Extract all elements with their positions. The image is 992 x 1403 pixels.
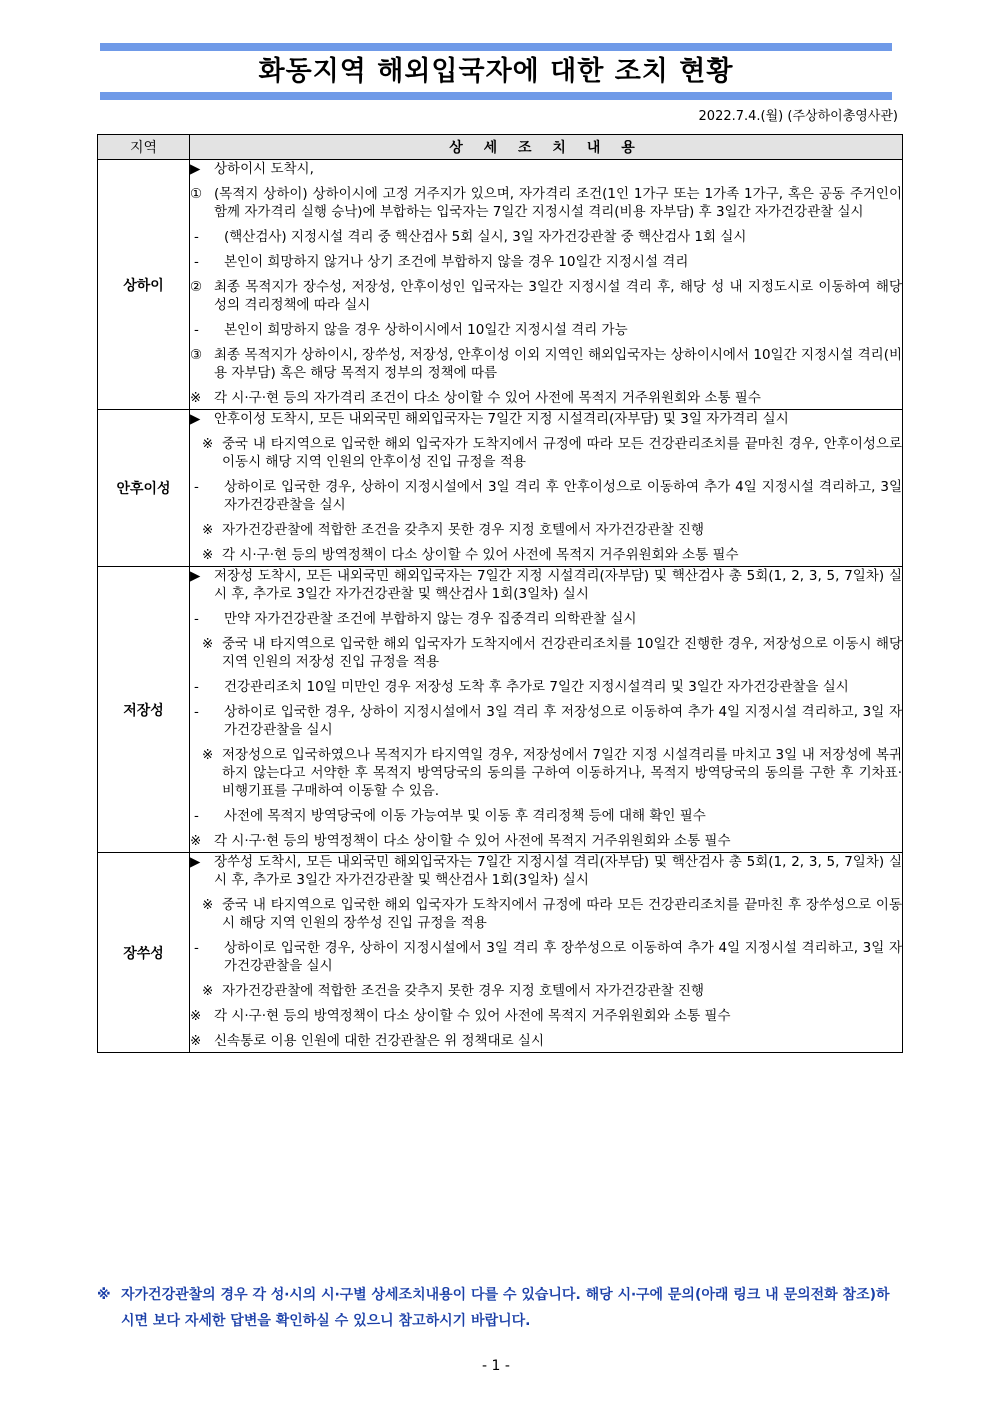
item-marker: ③	[190, 347, 203, 363]
item-marker: ▶	[190, 854, 201, 870]
list-item	[190, 185, 902, 221]
item-marker: ▶	[190, 568, 201, 584]
list-item	[190, 896, 902, 932]
item-text: 저장성 도착시, 모든 내외국민 해외입국자는 7일간 지정 시설격리(자부담) 및 핵산검사 총 5회(1, 2, 3, 5, 7일차) 실시 후, 추가로 3일간 자가건강관찰 및 핵산검사 1회(3일차) 실시	[214, 568, 902, 602]
item-text: 만약 자가건강관찰 조건에 부합하지 않는 경우 집중격리 의학관찰 실시	[224, 611, 637, 627]
item-text: 상하이로 입국한 경우, 상하이 지정시설에서 3일 격리 후 저장성으로 이동하여 추가 4일 지정시설 격리하고, 3일 자가건강관찰을 실시	[224, 704, 902, 738]
item-text: 상하이시 도착시,	[214, 161, 314, 177]
list-item	[190, 253, 902, 271]
item-text: 각 시‧구‧현 등의 방역정책이 다소 상이할 수 있어 사전에 목적지 거주위원회와 소통 필수	[214, 1008, 731, 1024]
item-text: 최종 목적지가 장수성, 저장성, 안후이성인 입국자는 3일간 지정시설 격리 후, 해당 성 내 지정도시로 이동하여 해당 성의 격리정책에 따라 실시	[214, 279, 902, 313]
item-marker: ※	[202, 983, 214, 999]
item-marker: ②	[190, 279, 203, 295]
date-line: 2022.7.4.(월) (주상하이총영사관)	[698, 109, 898, 124]
item-marker: ▶	[190, 411, 201, 427]
header-detail: 상 세 조 치 내 용	[190, 135, 903, 160]
list-item	[190, 678, 902, 696]
item-text: 중국 내 타지역으로 입국한 해외 입국자가 도착지에서 규정에 따라 모든 건강관리조치를 끝마친 후 장쑤성으로 이동시 해당 지역 인원의 장쑤성 진입 규정을 적용	[222, 897, 902, 931]
item-text: 저장성으로 입국하였으나 목적지가 타지역일 경우, 저장성에서 7일간 지정 시설격리를 마치고 3일 내 저장성에 복귀하지 않는다고 서약한 후 목적지 방역당국의 동의를 구하여 이동하거나, 목적지 방역당국의 동의를 구한 후 기차표‧비행기표를 구매하여 이동할 수 있음.	[222, 747, 902, 799]
list-item	[190, 278, 902, 314]
item-marker: -	[194, 704, 199, 720]
list-item	[190, 160, 902, 178]
detail-cell	[190, 853, 903, 1053]
item-text: 상하이로 입국한 경우, 상하이 지정시설에서 3일 격리 후 장쑤성으로 이동하여 추가 4일 지정시설 격리하고, 3일 자가건강관찰을 실시	[224, 940, 902, 974]
list-item	[190, 807, 902, 825]
item-text: 본인이 희망하지 않을 경우 상하이시에서 10일간 지정시설 격리 가능	[224, 322, 628, 338]
item-marker: ※	[202, 436, 214, 452]
item-marker: ※	[190, 1033, 202, 1049]
item-text: 신속통로 이용 인원에 대한 건강관찰은 위 정책대로 실시	[214, 1033, 544, 1049]
item-marker: -	[194, 254, 199, 270]
item-marker: ▶	[190, 161, 201, 177]
detail-cell	[190, 160, 903, 410]
item-marker: ※	[202, 547, 214, 563]
item-marker: -	[194, 940, 199, 956]
table-header-row	[98, 135, 903, 160]
item-marker: -	[194, 322, 199, 338]
item-text: (목적지 상하이) 상하이시에 고정 거주지가 있으며, 자가격리 조건(1인 1가구 또는 1가족 1가구, 혹은 공동 주거인이 함께 자가격리 실행 승낙)에 부합하는 입국자는 7일간 지정시설 격리(비용 자부담) 후 3일간 자가건강관찰 실시	[214, 186, 902, 220]
list-item	[190, 478, 902, 514]
item-text: 최종 목적지가 상하이시, 장쑤성, 저장성, 안후이성 이외 지역인 해외입국자는 상하이시에서 10일간 지정시설 격리(비용 자부담) 혹은 해당 목적지 정부의 정책에 따름	[214, 347, 902, 381]
list-item	[190, 635, 902, 671]
list-item	[190, 703, 902, 739]
top-rule	[100, 43, 892, 51]
footnote-marker: ※	[97, 1287, 111, 1303]
footnote-text: 자가건강관찰의 경우 각 성‧시의 시‧구별 상세조치내용이 다를 수 있습니다. 해당 시‧구에 문의(아래 링크 내 문의전화 참조)하시면 보다 자세한 답변을 확인하실 수 있으니 참고하시기 바랍니다.	[121, 1287, 890, 1329]
table-row	[98, 567, 903, 853]
item-marker: -	[194, 611, 199, 627]
table-row	[98, 853, 903, 1053]
list-item	[190, 435, 902, 471]
list-item	[190, 389, 902, 407]
list-item	[190, 1032, 902, 1050]
item-marker: ※	[190, 390, 202, 406]
list-item	[190, 321, 902, 339]
item-text: 사전에 목적지 방역당국에 이동 가능여부 및 이동 후 격리정책 등에 대해 확인 필수	[224, 808, 706, 824]
item-marker: -	[194, 679, 199, 695]
item-text: 안후이성 도착시, 모든 내외국민 해외입국자는 7일간 지정 시설격리(자부담) 및 3일 자가격리 실시	[214, 411, 789, 427]
item-marker: ①	[190, 186, 203, 202]
item-marker: ※	[190, 833, 202, 849]
item-text: 자가건강관찰에 적합한 조건을 갖추지 못한 경우 지정 호텔에서 자가건강관찰 진행	[222, 983, 705, 999]
list-item	[190, 346, 902, 382]
item-text: 상하이로 입국한 경우, 상하이 지정시설에서 3일 격리 후 안후이성으로 이동하여 추가 4일 지정시설 격리하고, 3일 자가건강관찰을 실시	[224, 479, 902, 513]
list-item	[190, 832, 902, 850]
list-item	[190, 982, 902, 1000]
item-marker: ※	[202, 636, 214, 652]
item-marker: -	[194, 808, 199, 824]
bottom-rule	[100, 92, 892, 100]
region-cell: 장쑤성	[98, 853, 190, 1053]
list-item	[190, 746, 902, 800]
item-text: 장쑤성 도착시, 모든 내외국민 해외입국자는 7일간 지정시설 격리(자부담) 및 핵산검사 총 5회(1, 2, 3, 5, 7일차) 실시 후, 추가로 3일간 자가건강관찰 및 핵산검사 1회(3일차) 실시	[214, 854, 902, 888]
item-text: 중국 내 타지역으로 입국한 해외 입국자가 도착지에서 규정에 따라 모든 건강관리조치를 끝마친 경우, 안후이성으로 이동시 해당 지역 인원의 안후이성 진입 규정을 적용	[222, 436, 902, 470]
table-row	[98, 160, 903, 410]
item-text: 각 시‧구‧현 등의 자가격리 조건이 다소 상이할 수 있어 사전에 목적지 거주위원회와 소통 필수	[214, 390, 761, 406]
item-text: 본인이 희망하지 않거나 상기 조건에 부합하지 않을 경우 10일간 지정시설 격리	[224, 254, 689, 270]
item-text: 각 시‧구‧현 등의 방역정책이 다소 상이할 수 있어 사전에 목적지 거주위원회와 소통 필수	[222, 547, 739, 563]
region-cell: 안후이성	[98, 410, 190, 567]
header-region: 지역	[98, 135, 190, 160]
list-item	[190, 546, 902, 564]
item-marker: ※	[202, 897, 214, 913]
item-text: 건강관리조치 10일 미만인 경우 저장성 도착 후 추가로 7일간 지정시설격리 및 3일간 자가건강관찰을 실시	[224, 679, 849, 695]
list-item	[190, 521, 902, 539]
page-number: - 1 -	[482, 1358, 510, 1374]
region-cell: 상하이	[98, 160, 190, 410]
list-item	[190, 228, 902, 246]
detail-cell	[190, 410, 903, 567]
item-marker: -	[194, 229, 199, 245]
item-marker: ※	[190, 1008, 202, 1024]
list-item	[190, 410, 902, 428]
detail-cell	[190, 567, 903, 853]
measures-table	[97, 134, 903, 1053]
region-cell: 저장성	[98, 567, 190, 853]
list-item	[190, 939, 902, 975]
item-marker: ※	[202, 522, 214, 538]
item-text: 각 시‧구‧현 등의 방역정책이 다소 상이할 수 있어 사전에 목적지 거주위원회와 소통 필수	[214, 833, 731, 849]
item-text: (핵산검사) 지정시설 격리 중 핵산검사 5회 실시, 3일 자가건강관찰 중 핵산검사 1회 실시	[224, 229, 747, 245]
list-item	[190, 853, 902, 889]
page-title: 화동지역 해외입국자에 대한 조치 현황	[258, 56, 734, 87]
footnote	[97, 1282, 903, 1334]
item-text: 자가건강관찰에 적합한 조건을 갖추지 못한 경우 지정 호텔에서 자가건강관찰 진행	[222, 522, 705, 538]
item-text: 중국 내 타지역으로 입국한 해외 입국자가 도착지에서 건강관리조치를 10일간 진행한 경우, 저장성으로 이동시 해당 지역 인원의 저장성 진입 규정을 적용	[222, 636, 902, 670]
table-row	[98, 410, 903, 567]
list-item	[190, 610, 902, 628]
list-item	[190, 567, 902, 603]
list-item	[190, 1007, 902, 1025]
item-marker: -	[194, 479, 199, 495]
item-marker: ※	[202, 747, 214, 763]
